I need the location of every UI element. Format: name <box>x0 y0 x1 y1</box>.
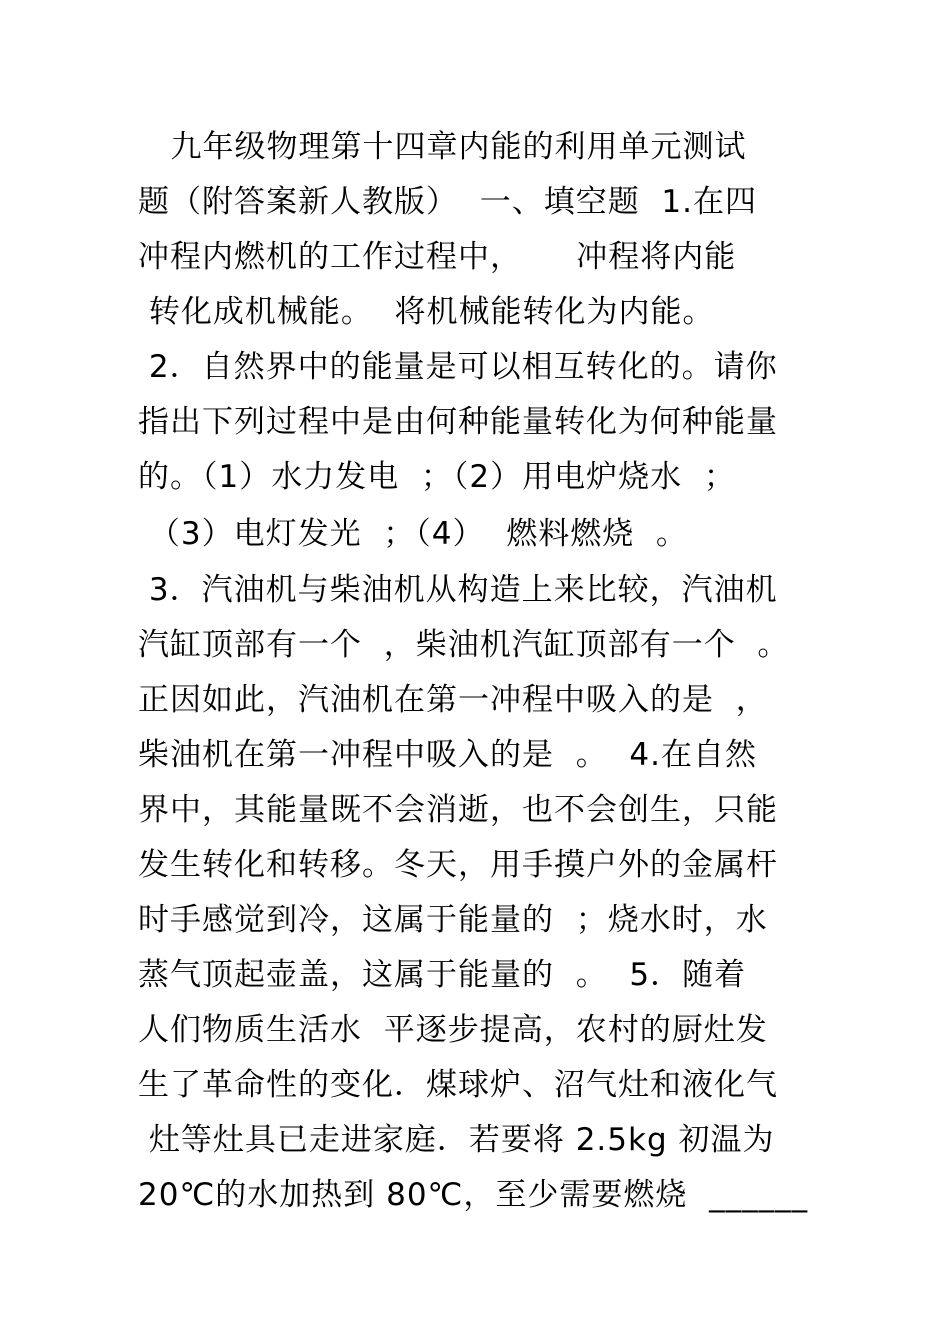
text-line-18: 生了革命性的变化．煤球炉、沼气灶和液化气 <box>138 1067 778 1103</box>
text-line-11: 正因如此，汽油机在第一冲程中吸入的是 ， <box>138 682 768 718</box>
text-line-13: 界中，其能量既不会消逝，也不会创生，只能 <box>138 792 778 828</box>
text-line-2: 题（附答案新人教版） 一、填空题 1.在四 <box>138 184 757 220</box>
text-line-7: 的。（1）水力发电 ；（2）用电炉烧水 ； <box>138 459 736 495</box>
text-line-15: 时手感觉到冷，这属于能量的 ；烧水时，水 <box>138 902 768 938</box>
text-line-20: 20℃的水加热到 80℃，至少需要燃烧 ______ <box>138 1177 809 1213</box>
text-line-19: 灶等灶具已走进家庭．若要将 2.5kg 初温为 <box>138 1122 775 1158</box>
text-line-14: 发生转化和转移。冬天，用手摸户外的金属杆 <box>138 847 778 883</box>
text-line-17: 人们物质生活水 平逐步提高，农村的厨灶发 <box>138 1012 768 1048</box>
text-line-16: 蒸气顶起壶盖，这属于能量的 。 5．随着 <box>138 957 747 993</box>
text-line-3: 冲程内燃机的工作过程中， 冲程将内能 <box>138 239 737 275</box>
text-line-6: 指出下列过程中是由何种能量转化为何种能量 <box>138 404 778 440</box>
text-line-4: 转化成机械能。 将机械能转化为内能。 <box>138 294 715 330</box>
text-line-5: 2．自然界中的能量是可以相互转化的。请你 <box>138 349 778 385</box>
text-line-1: 九年级物理第十四章内能的利用单元测试 <box>138 129 747 165</box>
text-line-9: 3．汽油机与柴油机从构造上来比较，汽油机 <box>138 572 778 608</box>
text-line-12: 柴油机在第一冲程中吸入的是 。 4.在自然 <box>138 737 757 773</box>
text-line-10: 汽缸顶部有一个 ，柴油机汽缸顶部有一个 。 <box>138 627 790 663</box>
text-line-8: （3）电灯发光 ；（4） 燃料燃烧 。 <box>138 516 688 552</box>
